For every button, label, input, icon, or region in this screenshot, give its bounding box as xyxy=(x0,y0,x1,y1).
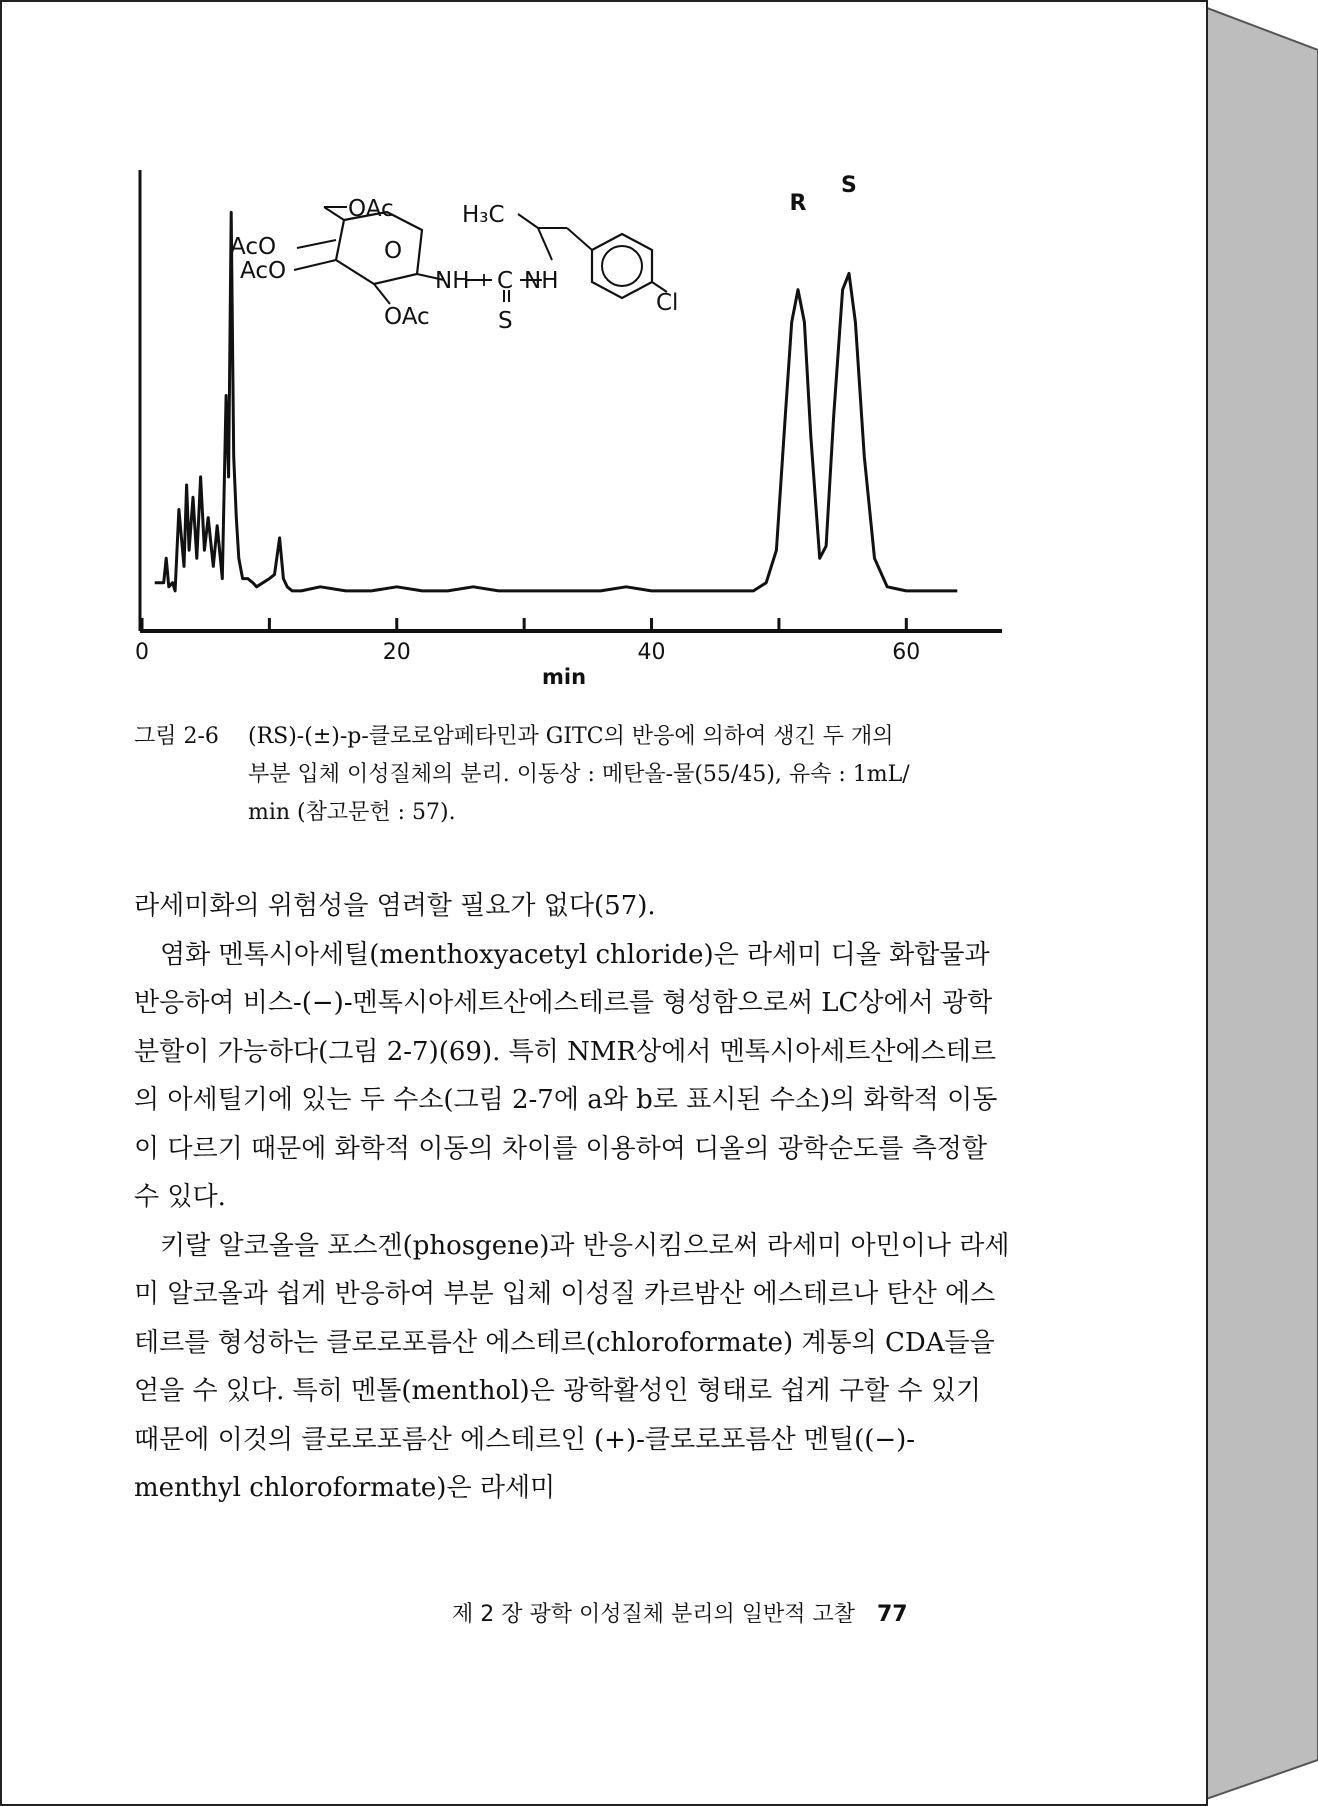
methyl-label: H₃C xyxy=(462,202,505,228)
oac-top-label: OAc xyxy=(348,196,394,222)
x-axis-tick-labels xyxy=(135,640,920,665)
x-tick-label: 0 xyxy=(135,640,149,665)
running-footer xyxy=(452,1597,992,1628)
peak-label-s: S xyxy=(841,173,857,198)
nh-left-label: NH xyxy=(435,268,470,294)
thiourea-carbon-label: C xyxy=(497,268,514,294)
peak-label-r: R xyxy=(789,191,807,216)
peak-labels xyxy=(790,173,857,216)
ring-oxygen-label: O xyxy=(384,238,403,264)
aco-upper-label: AcO xyxy=(230,234,277,260)
gitc-derivative-structure xyxy=(230,196,678,334)
caption-line: min (참고문헌 : 57). xyxy=(248,800,456,825)
paragraph: 키랄 알코올을 포스겐(phosgene)과 반응시킴으로써 라세미 아민이나 라세미 알코올과 쉽게 반응하여 부분 입체 이성질 카르밤산 에스테르나 탄산 에스테르를 형성하는 클로로포름산 에스테르(chloroformate) 계통의 CDA들을 얻을 수 있다. 특히 멘톨(menthol)은 광학활성인 형태로 쉽게 구할 수 있기 때문에 이것의 클로로포름산 에스테르인 (+)-클로로포름산 멘틸((−)-menthyl chloroformate)은 라세미 xyxy=(134,1230,1010,1503)
chloro-label: Cl xyxy=(656,290,679,316)
x-tick-label: 20 xyxy=(382,640,411,665)
chapter-title: 제 2 장 광학 이성질체 분리의 일반적 고찰 xyxy=(452,1602,855,1627)
paragraph: 라세미화의 위험성을 염려할 필요가 없다(57). xyxy=(134,891,656,921)
aco-lower-label: AcO xyxy=(240,258,287,284)
figure-caption-text xyxy=(248,718,1138,832)
figure-number: 그림 2-6 xyxy=(134,724,219,749)
x-tick-label: 40 xyxy=(637,640,666,665)
page-number: 77 xyxy=(876,1602,908,1627)
caption-line: 부분 입체 이성질체의 분리. 이동상 : 메탄올-물(55/45), 유속 : 1mL/ xyxy=(248,762,910,787)
x-axis-label: min xyxy=(542,665,587,689)
body-text xyxy=(134,882,1014,1513)
sulfur-label: S xyxy=(498,308,513,334)
chromatogram-figure xyxy=(122,162,1022,702)
nh-right-label: NH xyxy=(524,268,559,294)
caption-line: (RS)-(±)-p-클로로암페타민과 GITC의 반응에 의하여 생긴 두 개의 xyxy=(248,724,894,749)
paragraph: 염화 멘톡시아세틸(menthoxyacetyl chloride)은 라세미 디올 화합물과 반응하여 비스-(−)-멘톡시아세트산에스테르를 형성함으로써 LC상에서 광학분할이 가능하다(그림 2-7)(69). 특히 NMR상에서 멘톡시아세트산에스테르의 아세틸기에 있는 두 수소(그림 2-7에 a와 b로 표시된 수소)의 화학적 이동이 다르기 때문에 화학적 이동의 차이를 이용하여 디올의 광학순도를 측정할 수 있다. xyxy=(134,939,998,1212)
oac-bottom-label: OAc xyxy=(384,304,430,330)
x-tick-label: 60 xyxy=(892,640,921,665)
